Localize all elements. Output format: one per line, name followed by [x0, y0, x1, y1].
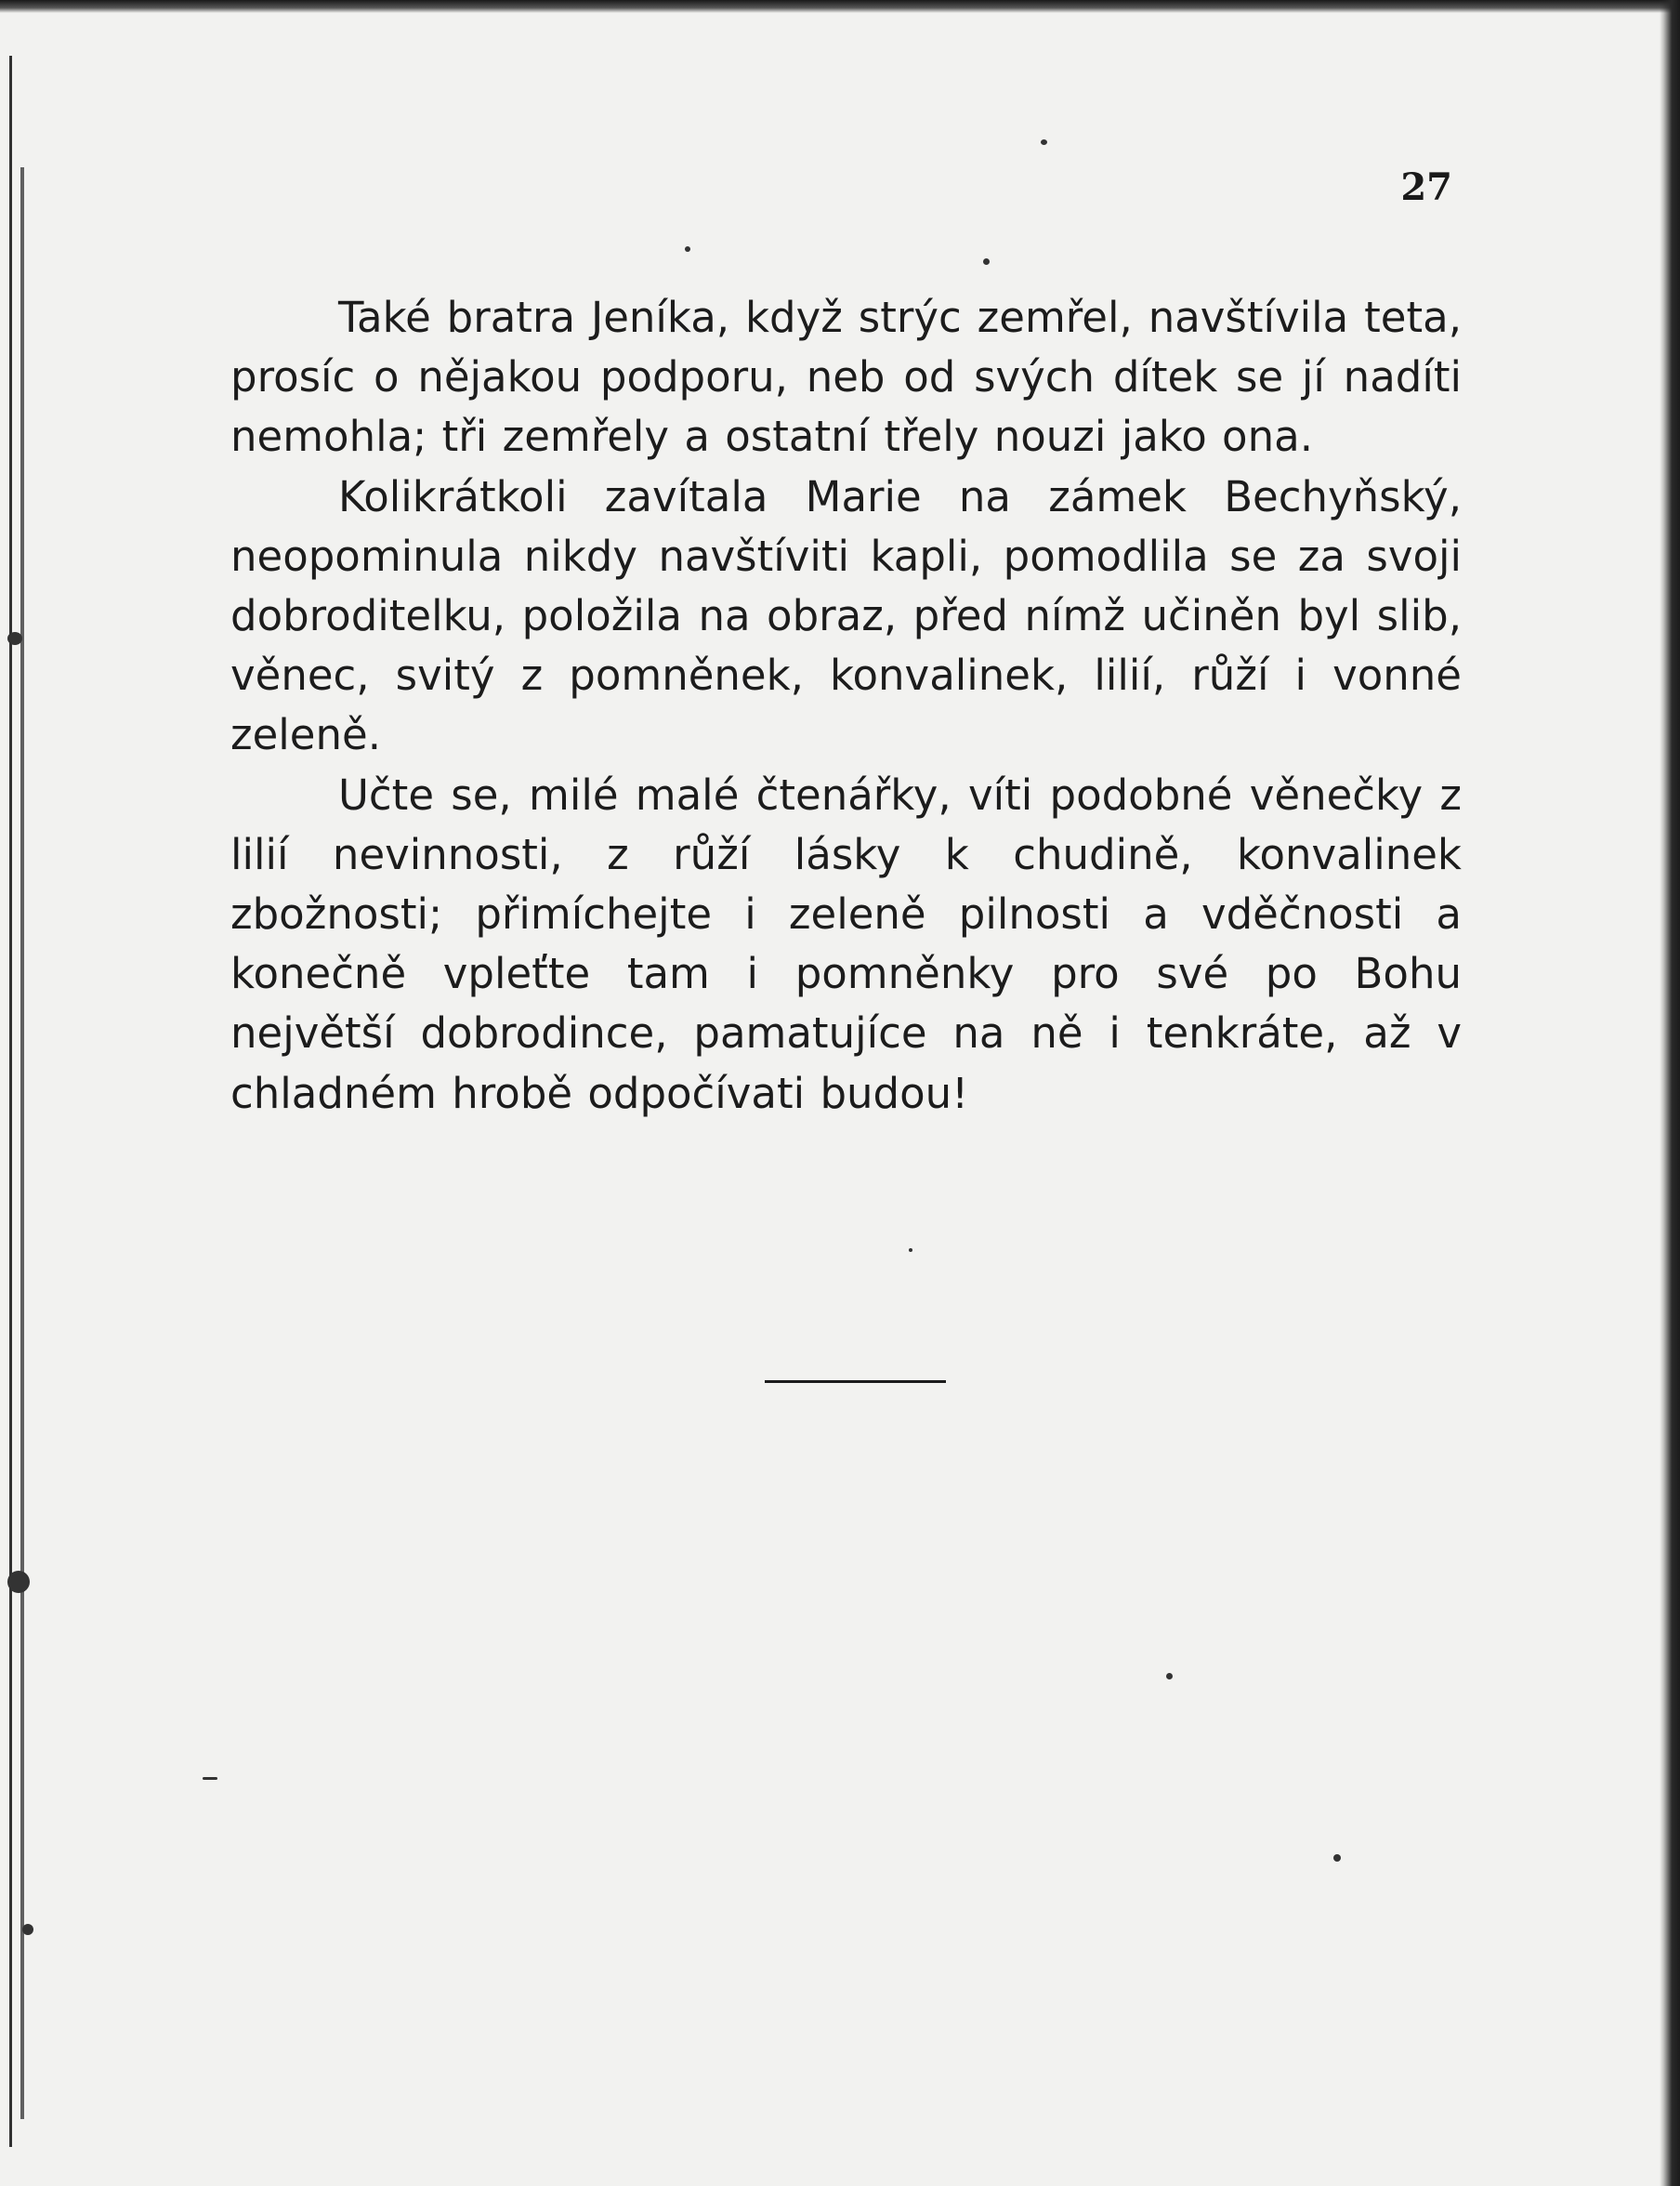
- top-scan-edge: [0, 0, 1680, 13]
- dust-speck: [1166, 1673, 1173, 1679]
- dust-speck: [909, 1248, 912, 1252]
- binding-mark: [22, 1924, 33, 1935]
- dust-speck: [983, 258, 990, 265]
- paragraph-3: Učte se, milé malé čtenářky, víti podobné věnečky z lilií nevinnosti, z růží lásky k chudině, konvalinek zbožnosti; přimíchejte i zeleně pilnosti a vděčnosti a konečně vpleťte tam i pomněnky pro své po Bohu největší dobrodince, pamatujíce na ně i tenkráte, až v chladném hrobě odpočívati budou!: [230, 770, 1462, 1118]
- binding-mark: [7, 632, 22, 645]
- dust-speck: [1333, 1854, 1341, 1862]
- section-end-rule: [765, 1380, 946, 1383]
- paragraph-2: Kolikrátkoli zavítala Marie na zámek Bechyňský, neopominula nikdy navštíviti kapli, pomodlila se za svoji dobroditelku, položila na obraz, před nímž učiněn byl slib, věnec, svitý z pomněnek, konvalinek, lilií, růží i vonné zeleně.: [230, 471, 1462, 760]
- page-number: 27: [1400, 165, 1452, 209]
- binding-mark: [7, 1571, 30, 1593]
- left-binding-line: [9, 56, 12, 2147]
- right-scan-edge: [1660, 0, 1680, 2186]
- dust-speck: [685, 246, 690, 252]
- dust-speck: [203, 1777, 217, 1780]
- paragraph-1: Také bratra Jeníka, když strýc zemřel, navštívila teta, prosíc o nějakou podporu, neb od svých dítek se jí nadíti nemohla; tři zemřely a ostatní třely nouzi jako ona.: [230, 293, 1462, 462]
- dust-speck: [1041, 139, 1047, 145]
- left-binding-shadow: [20, 167, 24, 2119]
- body-text: [230, 288, 1462, 1124]
